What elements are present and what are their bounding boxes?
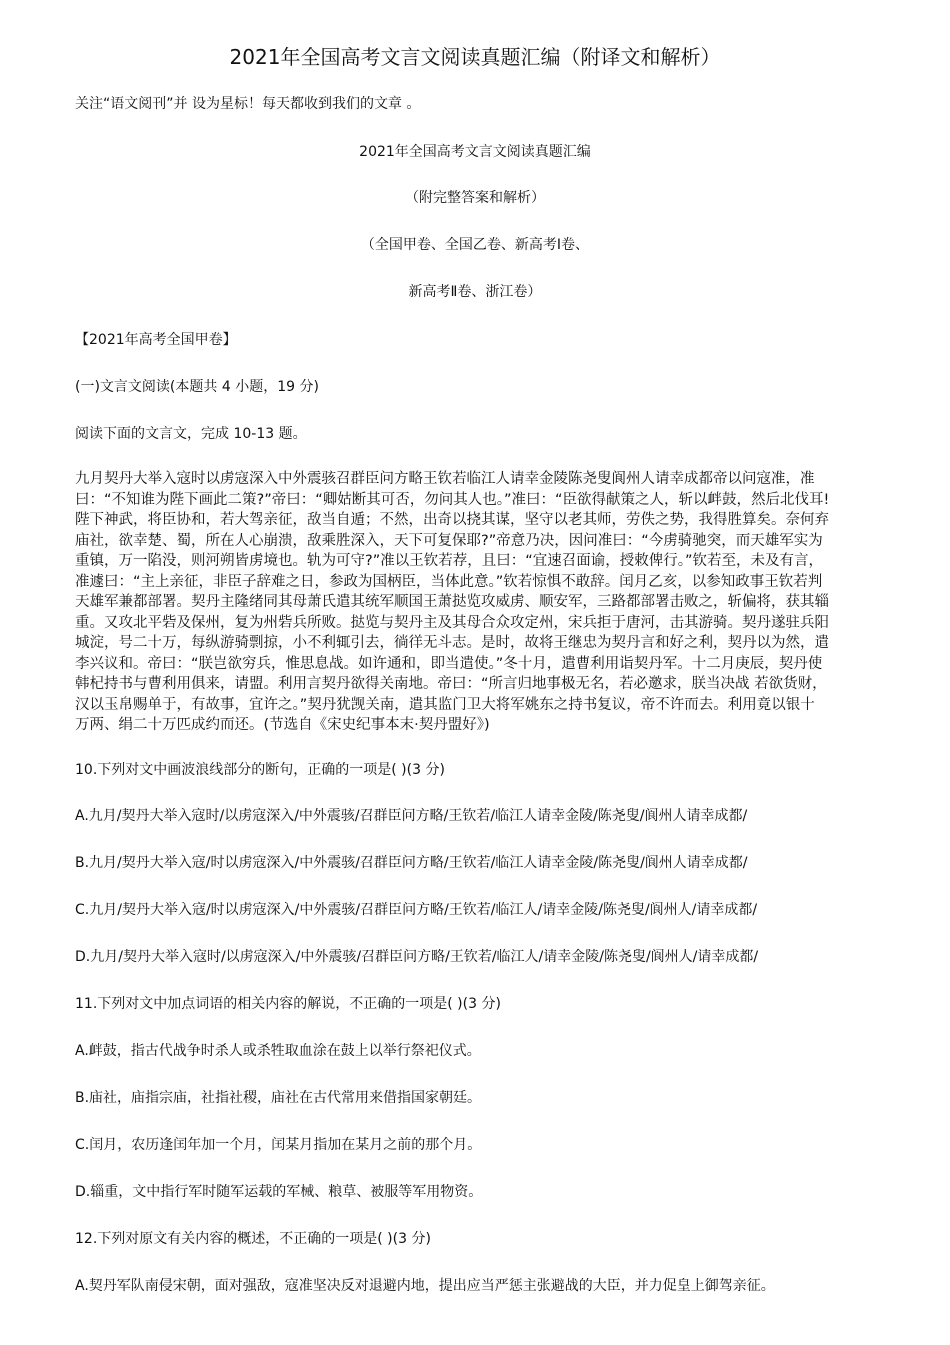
subsection-heading: (一)文言文阅读(本题共 4 小题，19 分) (75, 379, 319, 395)
question-10-option-a: A.九月/契丹大举入寇时/以虏寇深入/中外震骇/召群臣问方略/王钦若/临江人请幸金陵/陈尧叟/阆州人请幸成都/ (75, 808, 748, 824)
passage-line: 陛下神武，将臣协和，若大驾亲征，敌当自遁；不然，出奇以挠其谋，坚守以老其师，劳佚之势，我得胜算矣。奈何弃 (75, 512, 829, 528)
question-11-option-c: C.闰月，农历逢闰年加一个月，闰某月指加在某月之前的那个月。 (75, 1137, 482, 1153)
subtitle-line-4: 新高考Ⅱ卷、浙江卷） (408, 284, 542, 300)
passage-line: 万两、绢二十万匹成约而还。(节选自《宋史纪事本末·契丹盟好》) (75, 717, 490, 733)
subtitle-line-2: （附完整答案和解析） (405, 190, 545, 206)
question-10-option-b: B.九月/契丹大举入寇/时以虏寇深入/中外震骇/召群臣问方略/王钦若/临江人请幸金陵/陈尧叟/阆州人请幸成都/ (75, 855, 748, 871)
passage-line: 重镇，万一陷没，则河朔皆虏境也。轨为可守?”准以王钦若荐，且曰：“宜速召面谕，授敕俾行。”钦若至，未及有言， (75, 553, 823, 569)
document-title: 2021年全国高考文言文阅读真题汇编（附译文和解析） (229, 45, 721, 69)
question-11: 11.下列对文中加点词语的相关内容的解说，不正确的一项是( )(3 分) (75, 996, 501, 1012)
question-11-option-b: B.庙社，庙指宗庙，社指社稷，庙社在古代常用来借指国家朝廷。 (75, 1090, 482, 1106)
follow-note: 关注“语文阅刊”并 设为星标！每天都收到我们的文章 。 (75, 96, 421, 112)
question-12: 12.下列对原文有关内容的概述，不正确的一项是( )(3 分) (75, 1231, 431, 1247)
passage-line: 城淀，号二十万，每纵游骑剽掠，小不利辄引去，徜徉无斗志。是时，故将王继忠为契丹言和好之利，契丹以为然，遣 (75, 635, 829, 651)
passage-line: 庙社，欲幸楚、蜀，所在人心崩溃，敌乘胜深入，天下可复保耶?”帝意乃决，因问准曰：“今虏骑驰突，而天雄军实为 (75, 532, 823, 549)
question-11-option-d: D.辎重，文中指行军时随军运载的军械、粮草、被服等军用物资。 (75, 1184, 483, 1200)
passage-line: 李兴议和。帝曰：“朕岂欲穷兵，惟思息战。如许通和，即当遣使。”冬十月，遣曹利用诣契丹军。十二月庚辰，契丹使 (75, 655, 823, 672)
subtitle-line-3: （全国甲卷、全国乙卷、新高考Ⅰ卷、 (360, 237, 590, 253)
question-10-option-c: C.九月/契丹大举入寇/时以虏寇深入/中外震骇/召群臣问方略/王钦若/临江人/请幸金陵/陈尧叟/阆州人/请幸成都/ (75, 902, 758, 918)
subtitle-line-1: 2021年全国高考文言文阅读真题汇编 (359, 144, 591, 160)
passage-line: 曰：“不知谁为陛下画此二策?”帝曰：“卿姑断其可否，勿问其人也。”准曰：“臣欲得献策之人，斩以衅鼓，然后北伐耳! (75, 491, 830, 508)
question-11-option-a: A.衅鼓，指古代战争时杀人或杀牲取血涂在鼓上以举行祭祀仪式。 (75, 1043, 481, 1059)
passage-line: 九月契丹大举入寇时以虏寇深入中外震骇召群臣问方略王钦若临江人请幸金陵陈尧叟阆州人请幸成都帝以问寇准，准 (75, 471, 815, 487)
question-10: 10.下列对文中画波浪线部分的断句，正确的一项是( )(3 分) (75, 762, 445, 778)
passage-line: 重。又攻北平砦及保州，复为州砦兵所败。挞览与契丹主及其母合众攻定州，宋兵拒于唐河，击其游骑。契丹遂驻兵阳 (75, 614, 829, 631)
classical-passage (75, 469, 885, 736)
passage-line: 韩杞持书与曹利用俱来，请盟。利用言契丹欲得关南地。帝曰：“所言归地事极无名，若必邀求，朕当决战 若欲货财， (75, 676, 827, 692)
section-label: 【2021年高考全国甲卷】 (75, 332, 237, 348)
question-10-option-d: D.九月/契丹大举入寇时/以虏寇深入/中外震骇/召群臣问方略/王钦若/临江人/请幸金陵/陈尧叟/阆州人/请幸成都/ (75, 949, 759, 965)
passage-line: 天雄军兼都部署。契丹主隆绪同其母萧氏遣其统军顺国王萧挞览攻威虏、顺安军，三路都部署击败之，斩偏将，获其辎 (75, 594, 829, 610)
question-12-option-a: A.契丹军队南侵宋朝，面对强敌，寇准坚决反对退避内地，提出应当严惩主张避战的大臣，并力促皇上御驾亲征。 (75, 1278, 775, 1294)
passage-line: 准遽曰：“主上亲征，非臣子辞难之日，参政为国柄臣，当体此意。”钦若惊惧不敢辞。闰月乙亥，以参知政事王钦若判 (75, 573, 823, 590)
instruction-text: 阅读下面的文言文，完成 10-13 题。 (75, 426, 307, 442)
passage-line: 汉以玉帛赐单于，有故事，宜许之。”契丹犹觊关南，遣其监门卫大将军姚东之持书复议，帝不许而去。利用竟以银十 (75, 696, 815, 713)
